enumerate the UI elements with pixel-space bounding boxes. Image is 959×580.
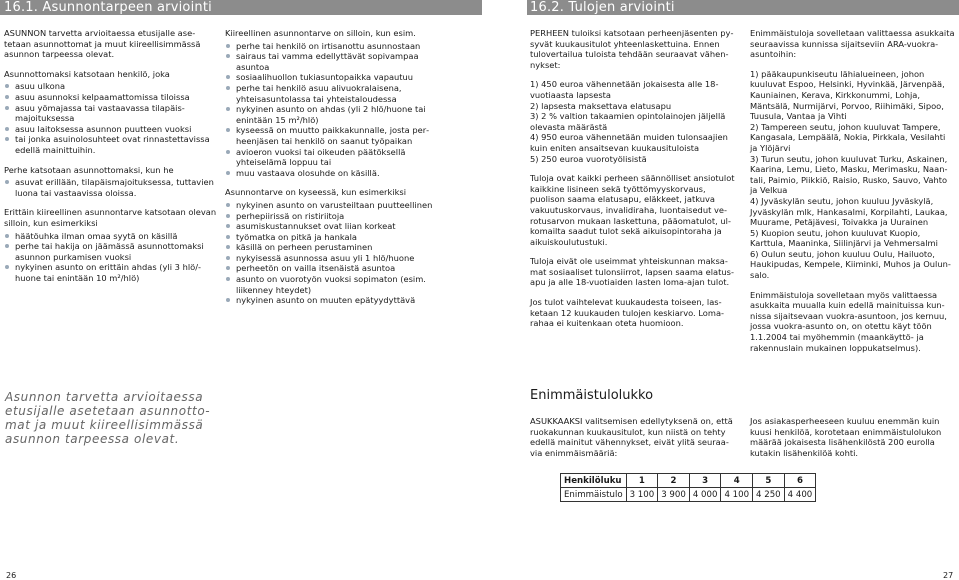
urgent2-list	[225, 41, 440, 179]
table-cell: 4	[721, 474, 753, 488]
table-cell: 4 000	[689, 488, 721, 502]
table-cell: 3	[689, 474, 721, 488]
list-item: häätöuhka ilman omaa syytä on käsillä	[4, 231, 218, 242]
table-cell: 3 900	[658, 488, 690, 502]
max-income-table	[560, 473, 816, 502]
table-row-label: Enimmäistulo	[561, 488, 627, 502]
need-intro: Asunnontarve on kyseessä, kun esimerkiksi	[225, 187, 407, 198]
right-header-title: 16.2. Tulojen arviointi	[530, 0, 675, 15]
income-intro: PERHEEN tuloiksi katsotaan perheenjäsenten pysyvät kuukausitulot yhteenlaskettuina. Ennen tulovertailua tuloista tehdään seuraavat vähennykset:	[530, 28, 734, 70]
table-cell: 4 250	[753, 488, 785, 502]
table-cell: 4 100	[721, 488, 753, 502]
income-types: Tuloja ovat kaikki perheen säännölliset ansiotulot kaikkine lisineen sekä työttömyyskorvaus, puolison saama elatusapu, eläkkeet, jatkuva vakuutuskorvaus, invalidiraha, luontaisedut verotusarvon mukaan laskettuna, pääomatulot, ulkomailta saadut tulot sekä aikuisopintoraha ja aikuiskoulutustuki.	[530, 173, 735, 247]
max-income-rules: Enimmäistuloja sovelletaan valittaessa asukkaita seuraavissa kunnissa sijaitseviin ARA-vuokra-asuntoihin:	[750, 28, 955, 60]
list-item: sosiaalihuollon tukiasuntopaikka vapautuu	[225, 72, 440, 83]
table-row-amounts	[561, 488, 816, 502]
list-item: perhe tai henkilö on irtisanottu asunnostaan	[225, 41, 440, 52]
left-column-2	[225, 28, 440, 315]
table-cell: 4 400	[784, 488, 816, 502]
other-regions: Enimmäistuloja sovelletaan myös valittaessa asukkaita muualla kuin edellä mainituissa kunnissa sijaitsevaan vuokra-asuntoon, jos kernuu, jossa vuokra-asunto on, on otettu käyt töön 1.1.2004 tai myöhemmin (maankäyttö- ja rakennuslain mukainen loppukatselmus).	[750, 289, 947, 353]
table-cell: 2	[658, 474, 690, 488]
extra-person-text	[750, 416, 955, 467]
left-header-title: 16.1. Asunnontarpeen arviointi	[4, 0, 212, 15]
list-item: perhe tai henkilö asuu alivuokralaisena, yhteisasuntolassa tai yhteistaloudessa	[225, 83, 440, 104]
list-item: asuu yömajassa tai vastaavassa tilapäismajoituksessa	[4, 103, 218, 124]
family-list	[4, 177, 218, 198]
table-row-label: Henkilöluku	[561, 474, 627, 488]
right-page-number: 27	[943, 571, 954, 580]
list-item: muu vastaava olosuhde on käsillä.	[225, 168, 440, 179]
list-item: asuvat erillään, tilapäismajoituksessa, tuttavien luona tai vastaavissa oloissa.	[4, 177, 218, 198]
extra-person-paragraph: Jos asiakasperheeseen kuuluu enemmän kuin kuusi henkilöä, korotetaan enimmäistulolukon määrää jokaisesta lisähenkilöstä 200 eurolla kutakin lisähenkilöä kohti.	[750, 416, 942, 458]
homeless-list	[4, 81, 218, 155]
need-list	[225, 200, 440, 306]
list-item: nykyinen asunto on erittäin ahdas (yli 3 hlö/huone tai enintään 10 m²/hlö)	[4, 262, 218, 283]
table-row-persons	[561, 474, 816, 488]
list-item: nykyinen asunto on ahdas (yli 2 hlö/huone tai enintään 15 m²/hlö)	[225, 104, 440, 125]
homeless-intro: Asunnottomaksi katsotaan henkilö, joka	[4, 68, 170, 79]
list-item: työmatka on pitkä ja hankala	[225, 232, 440, 243]
right-column-1	[530, 28, 735, 338]
max-income-text	[530, 416, 735, 467]
deductions-list: 1) 450 euroa vähennetään jokaisesta alle 18-vuotiaasta lapsesta 2) lapsesta maksettava elatusapu 3) 2 % valtion takaamien opintolainojen jäljellä olevasta määrästä 4) 950 euroa vähennetään muiden tulonsaajien kuin eniten ansaitsevan kuukausituloista 5) 250 euroa vuorotyölisistä	[530, 79, 728, 164]
list-item: perheetön on vailla itsenäistä asuntoa	[225, 263, 440, 274]
list-item: käsillä on perheen perustaminen	[225, 242, 440, 253]
list-item: nykyisessä asunnossa asuu yli 1 hlö/huone	[225, 253, 440, 264]
left-page-number: 26	[6, 571, 17, 580]
intro-paragraph: ASUNNON tarvetta arvioitaessa etusijalle asetetaan asunnottomat ja muut kiireellisimmässä asunnon tarpeessa olevat.	[4, 28, 201, 60]
list-item: nykyinen asunto on muuten epätyydyttävä	[225, 295, 440, 306]
list-item: avioeron vuoksi tai oikeuden päätöksellä yhteiselämä loppuu tai	[225, 147, 440, 168]
urgent-list	[4, 231, 218, 284]
table-cell: 6	[784, 474, 816, 488]
list-item: kyseessä on muutto paikkakunnalle, josta perheenjäsen tai henkilö on saanut työpaikan	[225, 125, 440, 146]
list-item: asuu laitoksessa asunnon puutteen vuoksi	[4, 124, 218, 135]
left-column-1	[4, 28, 218, 292]
family-intro: Perhe katsotaan asunnottomaksi, kun he	[4, 164, 174, 175]
variable-income: Jos tulot vaihtelevat kuukaudesta toiseen, lasketaan 12 kuukauden tulojen keskiarvo. Lomarahaa ei kuitenkaan oteta huomioon.	[530, 297, 725, 329]
list-item: asuu ulkona	[4, 81, 218, 92]
list-item: perhepiirissä on ristiriitoja	[225, 211, 440, 222]
list-item: asumiskustannukset ovat liian korkeat	[225, 221, 440, 232]
regions-list: 1) pääkaupunkiseutu lähialueineen, johon kuuluvat Espoo, Helsinki, Hyvinkää, Järvenpää, Kauniainen, Kerava, Kirkkonummi, Lohja, Mäntsälä, Nurmijärvi, Porvoo, Riihimäki, Sipoo, Tuusula, Vantaa ja Vihti 2) Tampereen seutu, johon kuuluvat Tampere, Kangasala, Lempäälä, Nokia, Pirkkala, Vesilahti ja Ylöjärvi 3) Turun seutu, johon kuuluvat Turku, Askainen, Kaarina, Lemu, Lieto, Masku, Merimasku, Naantali, Paimio, Piikkiö, Raisio, Rusko, Sauvo, Vahto ja Velkua 4) Jyväskylän seutu, johon kuuluu Jyväskylä, Jyväskylän mlk, Hankasalmi, Korpilahti, Laukaa, Muurame, Petäjävesi, Toivakka ja Uurainen 5) Kuopion seutu, johon kuuluvat Kuopio, Karttula, Maaninka, Siilinjärvi ja Vehmersalmi 6) Oulun seutu, johon kuuluu Oulu, Hailuoto, Haukipudas, Kempele, Kiiminki, Muhos ja Oulunsalo.	[750, 68, 951, 281]
table-cell: 1	[626, 474, 658, 488]
table-cell: 5	[753, 474, 785, 488]
pull-quote: Asunnon tarvetta arvioitaessa etusijalle asetetaan asunnottomat ja muut kiireellisimmässä asunnon tarpeessa olevat.	[5, 390, 210, 446]
urgent-intro: Erittäin kiireellinen asunnontarve katsotaan olevan silloin, kun esimerkiksi	[4, 207, 217, 228]
not-income: Tuloja eivät ole useimmat yhteiskunnan maksamat sosiaaliset tulonsiirrot, lapsen saama elatusapu ja alle 18-vuotiaiden lasten loma-ajan tulot.	[530, 256, 734, 288]
table-cell: 3 100	[626, 488, 658, 502]
list-item: nykyinen asunto on varusteiltaan puutteellinen	[225, 200, 440, 211]
list-item: sairaus tai vamma edellyttävät sopivampaa asuntoa	[225, 51, 440, 72]
max-income-paragraph: ASUKKAAKSI valitsemisen edellytyksenä on, että ruokakunnan kuukausitulot, kun niistä on tehty edellä mainitut vähennykset, eivät ylitä seuraavia enimmäismääriä:	[530, 416, 733, 458]
list-item: tai jonka asuinolosuhteet ovat rinnastettavissa edellä mainittuihin.	[4, 134, 218, 155]
list-item: asunto on vuorotyön vuoksi sopimaton (esim. liikenney hteydet)	[225, 274, 440, 295]
max-income-title: Enimmäistulolukko	[530, 388, 654, 403]
list-item: asuu asunnoksi kelpaamattomissa tiloissa	[4, 92, 218, 103]
right-column-2	[750, 28, 955, 362]
list-item: perhe tai hakija on jäämässä asunnottomaksi asunnon purkamisen vuoksi	[4, 241, 218, 262]
urgent2-intro: Kiireellinen asunnontarve on silloin, kun esim.	[225, 28, 416, 38]
